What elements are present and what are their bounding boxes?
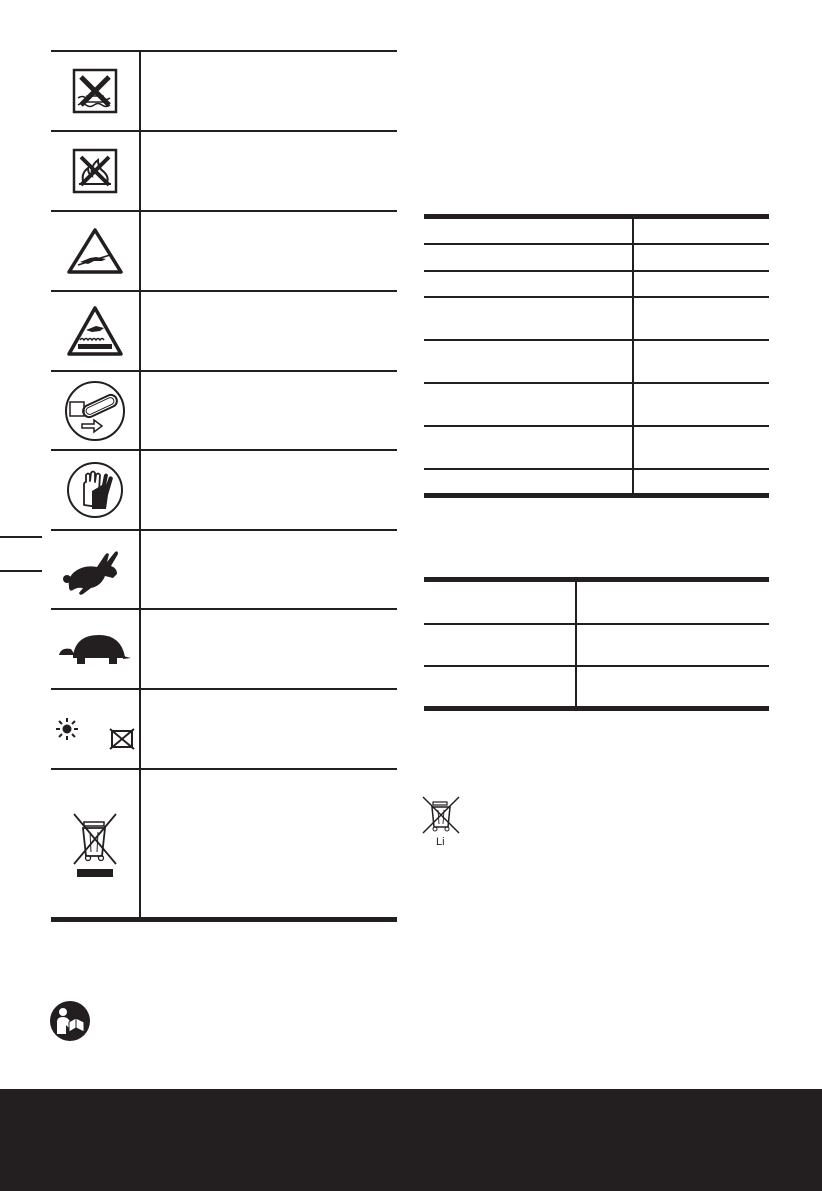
light-indicator-icon [51, 690, 141, 768]
symbol-row [51, 610, 397, 690]
li-label: Li [436, 836, 445, 847]
wear-gloves-icon [51, 451, 141, 529]
table-row [424, 272, 769, 298]
table-row [424, 427, 769, 470]
table-row [424, 667, 769, 708]
hot-surface-warning-icon [51, 292, 141, 370]
table-row [424, 582, 769, 625]
table-row [424, 341, 769, 384]
no-fire-icon [51, 132, 141, 210]
table-row [424, 298, 769, 341]
table-row [424, 625, 769, 667]
table-row [424, 470, 769, 495]
page-edge-tab [0, 536, 42, 572]
symbol-row [51, 372, 397, 451]
symbol-row [51, 52, 397, 132]
symbol-row [51, 212, 397, 292]
sharp-blade-warning-icon [51, 212, 141, 290]
footer-bar [0, 1089, 822, 1191]
weee-li-battery-icon [420, 795, 462, 852]
table-row [424, 219, 769, 245]
table-row [424, 245, 769, 272]
symbol-row [51, 531, 397, 610]
noise-data-table [424, 577, 769, 711]
fast-speed-rabbit-icon [51, 531, 141, 608]
symbol-row [51, 132, 397, 212]
weee-bin-icon [51, 770, 141, 919]
read-manual-icon [49, 1000, 91, 1047]
chain-installation-icon [51, 372, 141, 449]
symbol-row [51, 770, 397, 919]
symbol-row [51, 690, 397, 770]
sun-icon [55, 717, 79, 741]
table-row [424, 384, 769, 427]
technical-data-table [424, 214, 769, 498]
slow-speed-turtle-icon [51, 610, 141, 688]
symbol-row [51, 292, 397, 372]
symbol-table [51, 50, 397, 922]
symbol-row [51, 451, 397, 531]
no-battery-icon [109, 725, 135, 751]
no-water-icon [51, 52, 141, 130]
